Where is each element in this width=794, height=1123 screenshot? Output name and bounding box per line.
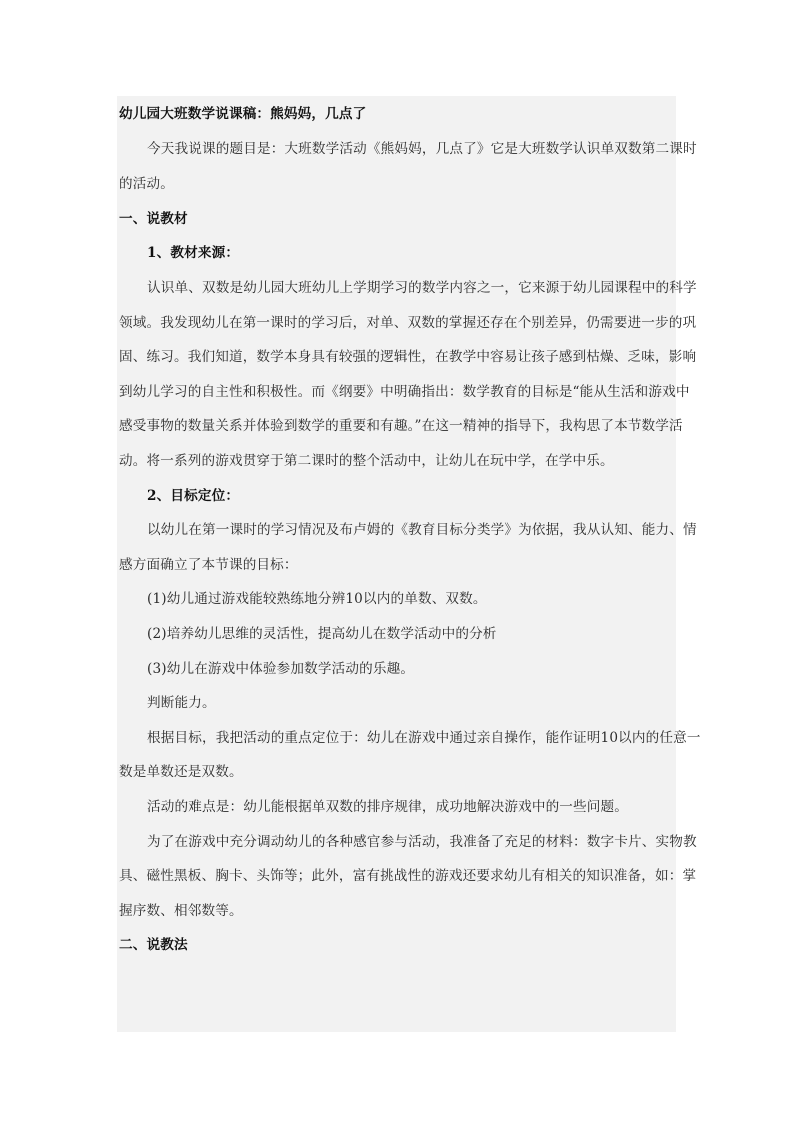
intro-line-2: 的活动。 (119, 176, 174, 192)
document-page (117, 96, 701, 1032)
subheading-material-source: 1、教材来源： (147, 245, 240, 261)
paragraph-line: 动。将一系列的游戏贯穿于第二课时的整个活动中，让幼儿在玩中学，在学中乐。 (119, 453, 614, 469)
goal-item-3: (3)幼儿在游戏中体验参加数学活动的乐趣。 (147, 661, 415, 677)
goal-item-2: (2)培养幼儿思维的灵活性，提高幼儿在数学活动中的分析 (147, 626, 497, 642)
paragraph-line: 到幼儿学习的自主性和积极性。而《纲要》中明确指出：数学教育的目标是“能从生活和游戏中 (119, 384, 690, 400)
intro-line-1: 今天我说课的题目是：大班数学活动《熊妈妈，几点了》它是大班数学认识单双数第二课时 (147, 141, 697, 157)
key-point-line-1: 根据目标，我把活动的重点定位于：幼儿在游戏中通过亲自操作，能作证明10以内的任意一 (147, 730, 701, 746)
paragraph-line: 固、练习。我们知道，数学本身具有较强的逻辑性，在教学中容易让孩子感到枯燥、乏味，影响 (119, 349, 697, 365)
materials-line-3: 握序数、相邻数等。 (119, 903, 243, 919)
subheading-goal-setting: 2、目标定位： (147, 488, 240, 504)
document-title: 幼儿园大班数学说课稿：熊妈妈，几点了 (119, 106, 367, 122)
section-heading-teaching-material: 一、说教材 (119, 211, 188, 227)
difficulty-line: 活动的难点是：幼儿能根据单双数的排序规律，成功地解决游戏中的一些问题。 (147, 799, 629, 815)
goal-continuation: 判断能力。 (147, 695, 216, 711)
materials-line-1: 为了在游戏中充分调动幼儿的各种感官参与活动，我准备了充足的材料：数字卡片、实物教 (147, 834, 697, 850)
key-point-line-2: 数是单数还是双数。 (119, 764, 243, 780)
paragraph-line: 感受事物的数量关系并体验到数学的重要和有趣。”在这一精神的指导下，我构思了本节数学活 (119, 418, 683, 434)
materials-line-2: 具、磁性黑板、胸卡、头饰等；此外，富有挑战性的游戏还要求幼儿有相关的知识准备，如：掌 (119, 868, 697, 884)
goal-item-1: (1)幼儿通过游戏能较熟练地分辨10以内的单数、双数。 (147, 591, 487, 607)
section-heading-teaching-method: 二、说教法 (119, 937, 188, 953)
paragraph-line: 认识单、双数是幼儿园大班幼儿上学期学习的数学内容之一，它来源于幼儿园课程中的科学 (147, 280, 697, 296)
paragraph-line: 感方面确立了本节课的目标： (119, 557, 298, 573)
paragraph-line: 领域。我发现幼儿在第一课时的学习后，对单、双数的掌握还存在个别差异，仍需要进一步的巩 (119, 315, 697, 331)
paragraph-line: 以幼儿在第一课时的学习情况及布卢姆的《教育目标分类学》为依据，我从认知、能力、情 (147, 522, 697, 538)
